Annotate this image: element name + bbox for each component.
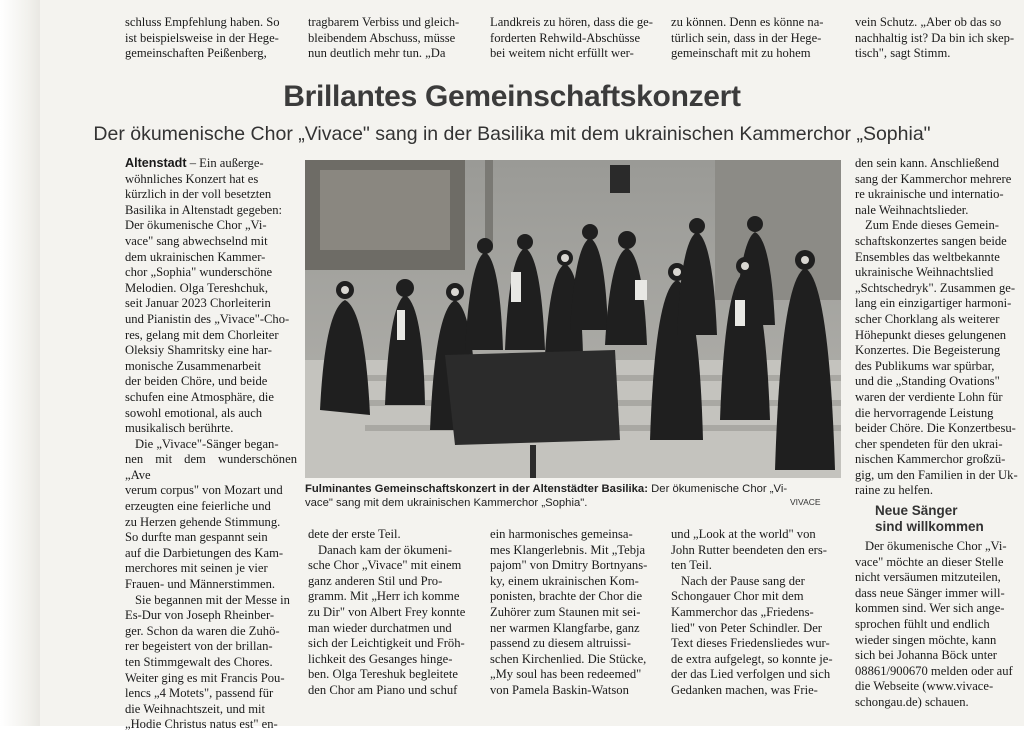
- paragraph: Sie begannen mit der Messe in Es-Dur von Joseph Rheinber- ger. Schon da waren die Zuhö- rer begeistert von der brillan- ten Stimmgewalt des Chores. Weiter ging es mit Francis Pou- lencs „4 Motets", passend für die Weihnachtszeit, und mit „Hodie Christus natus est" en-: [125, 592, 290, 732]
- article-column-2: [308, 527, 480, 697]
- dateline: Altenstadt: [125, 156, 187, 170]
- article-headline: Brillantes Gemeinschaftskonzert: [283, 80, 741, 113]
- prev-article-col-3: Landkreis zu hören, dass die ge- forderten Rehwild-Abschüsse bei weitem nicht erfüllt wer-: [490, 15, 653, 61]
- paragraph: Der ökumenische Chor „Vi- vace" möchte an dieser Stelle nicht versäumen mitzuteilen, dass neue Sänger immer will- kommen sind. Wer sich ange- sprochen fühlt und endlich wieder singen möchte, kann sich bei Johanna Böck unter 08861/900670 melden oder auf die Webseite (www.vivace- schongau.de) schauen.: [855, 539, 1013, 709]
- paragraph: Danach kam der ökumeni- sche Chor „Vivace" mit einem ganz anderen Stil und Pro- gramm. Mit „Herr ich komme zu Dir" von Albert Frey konnte man wieder durchatmen und sich der Leichtigkeit und Fröh- lichkeit des Gesanges hinge- ben. Olga Tereshuk begleitete den Chor am Piano und schuf: [308, 542, 466, 697]
- article-subheadline: Der ökumenische Chor „Vivace" sang in der Basilika mit dem ukrainischen Kammerchor „Sophia": [93, 123, 931, 145]
- paragraph: und „Look at the world" von John Rutter beendeten den ers- ten Teil.: [671, 527, 827, 573]
- paragraph: den sein kann. Anschließend sang der Kammerchor mehrere re ukrainische und internatio- nale Weihnachtslieder.: [855, 156, 1012, 217]
- lead-paragraph: – Ein außerge- wöhnliches Konzert hat es kürzlich in der voll besetzten Basilika in Altenstadt gegeben: Der ökumenische Chor „Vi- vace" sang abwechselnd mit dem ukrainischen Kammer- chor „Sophia" wunderschöne Melodien. Olga Tereshchuk, seit Januar 2023 Chorleiterin und Pianistin des „Vivace"-Cho- res, gelang mit dem Chorleiter Oleksiy Shamritsky eine har- monische Zusammenarbeit der beiden Chöre, und beide schufen eine Atmosphäre, die sowohl emotional, als auch musikalisch berührte.: [125, 156, 290, 436]
- prev-article-col-1: schluss Empfehlung haben. So ist beispielsweise in der Hege- gemeinschaften Peißenberg,: [125, 15, 280, 61]
- photo-credit: VIVACE: [790, 497, 821, 507]
- article-column-1: [125, 156, 297, 732]
- prev-article-col-2: tragbarem Verbiss und gleich- bleibendem Abschuss, müsse nun deutlich mehr tun. „Da: [308, 15, 460, 61]
- caption-bold: Fulminantes Gemeinschaftskonzert in der Altenstädter Basilika:: [305, 483, 648, 495]
- section-subtitle: Neue Sänger sind willkommen: [875, 503, 984, 535]
- choir-photo: [305, 160, 841, 478]
- prev-article-col-5: vein Schutz. „Aber ob das so nachhaltig ist? Da bin ich skep- tisch", sagt Stimm.: [855, 15, 1015, 61]
- photo-caption: [305, 482, 841, 510]
- article-column-3: [490, 527, 662, 697]
- article-column-4: [671, 527, 843, 697]
- paragraph: Nach der Pause sang der Schongauer Chor mit dem Kammerchor das „Friedens- lied" von Peter Schindler. Der Text dieses Friedensliedes wur- de extra aufgelegt, so konnte je- der das Lied verfolgen und sich Gedanken machen, was Frie-: [671, 573, 833, 697]
- paragraph: Die „Vivace"-Sänger began- nen mit dem wunderschönen „Ave verum corpus" von Mozart und erzeugten eine feierliche und zu Herzen gehende Stimmung. So durfte man gespannt sein auf die Darbietungen des Kam- merchores mit seinen je vier Frauen- und Männerstimmen.: [125, 436, 297, 592]
- paragraph: dete der erste Teil.: [308, 527, 401, 541]
- paragraph: ein harmonisches gemeinsa- mes Klangerlebnis. Mit „Tebja pajom" von Dmitry Bortnyans- ky, einem ukrainischen Kom- ponisten, brachte der Chor die Zuhörer zum Staunen mit sei- ner warmen Klangfarbe, ganz passend zu diesem altruissi- schen Kirchenlied. Die Stücke, „My soul has been redeemed" von Pamela Baskin-Watson: [490, 527, 648, 697]
- paragraph: Zum Ende dieses Gemein- schaftskonzertes sangen beide Ensembles das weltbekannte ukrainische Weihnachtslied „Schtschedryk". Zusammen ge- lang ein einzigartiger harmoni- scher Chorklang als weiterer Höhepunkt dieses gelungenen Konzertes. Die Begeisterung des Publikums war spürbar, und die „Standing Ovations" waren der verdiente Lohn für die hervorragende Leistung beider Chöre. Die Konzertbesu- cher spendeten für den ukrai- nischen Kammerchor großzü- gig, um den Familien in der Uk- raine zu helfen.: [855, 218, 1018, 498]
- article-column-5: [855, 156, 1024, 709]
- prev-article-col-4: zu können. Denn es könne na- türlich sein, dass in der Hege- gemeinschaft mit zu hohem: [671, 15, 824, 61]
- caption-text: Der ökumenische Chor „Vi- vace" sang mit dem ukrainischen Kammerchor „Sophia".: [305, 483, 788, 509]
